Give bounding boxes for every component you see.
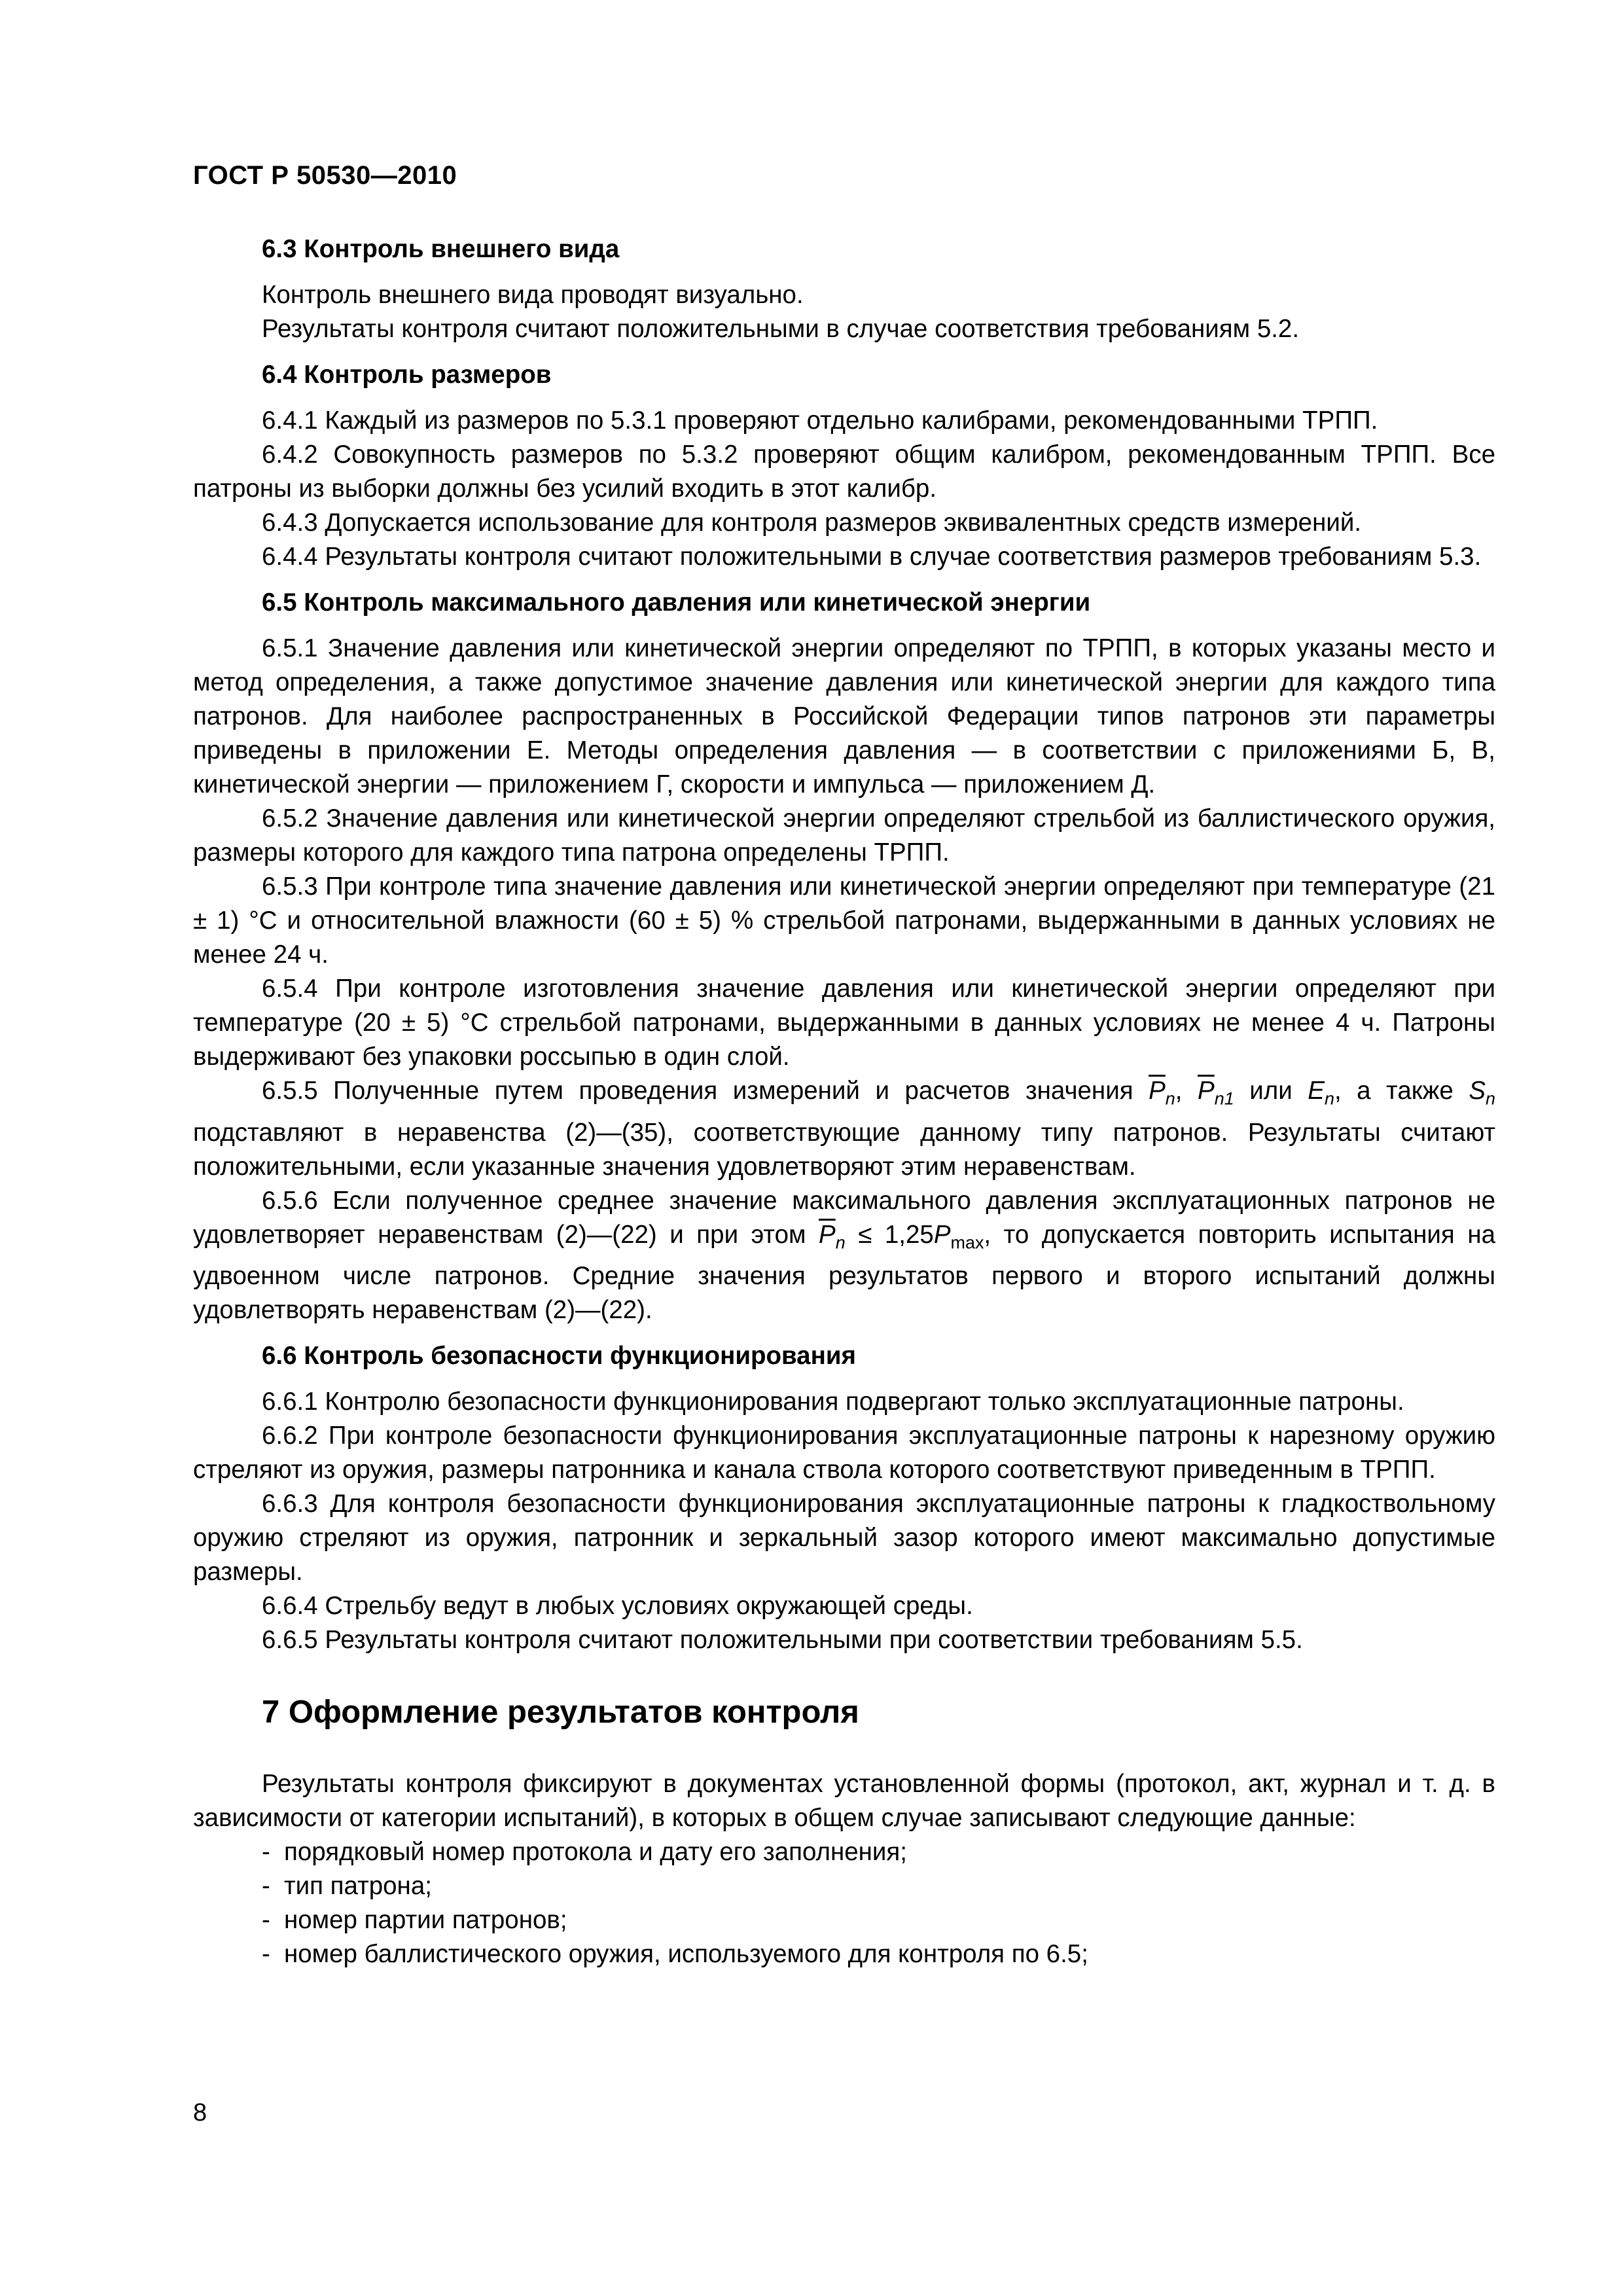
separator-2: или (1234, 1077, 1308, 1105)
subscript-n1: n1 (1214, 1088, 1234, 1109)
section-6-3-paragraph-1: Контроль внешнего вида проводят визуально. (262, 281, 804, 309)
dash-bullet: - (262, 1906, 270, 1935)
clause-6-5-2: 6.5.2 Значение давления или кинетической энергии определяют стрельбой из баллистического оружия, размеры которого для каждого типа патрона определены ТРПП. (193, 804, 1495, 867)
list-item-text: номер баллистического оружия, используемого для контроля по 6.5; (284, 1940, 1088, 1969)
subscript-n-2: n (835, 1232, 846, 1253)
clause-6-4-4: 6.4.4 Результаты контроля считают положительными в случае соответствия размеров требованиям 5.3. (262, 543, 1482, 571)
clause-6-4-3: 6.4.3 Допускается использование для контроля размеров эквивалентных средств измерений. (262, 509, 1362, 537)
clause-6-5-1: 6.5.1 Значение давления или кинетической энергии определяют по ТРПП, в которых указаны место и метод определения, а также допустимое значение давления или кинетической энергии для каждого типа патронов. Для наиболее распространенных в Российской Федерации типов патронов эти параметры приведены в приложении Е. Методы определения давления — в соответствии с приложениями Б, В, кинетической энергии — приложением Г, скорости и импульса — приложением Д. (193, 634, 1495, 798)
clause-6-6-1: 6.6.1 Контролю безопасности функционирования подвергают только эксплуатационные патроны. (262, 1388, 1404, 1416)
list-item (193, 1869, 1495, 1903)
inequality-text: ≤ 1,25 (845, 1220, 934, 1249)
clause-6-5-3: 6.5.3 При контроле типа значение давления или кинетической энергии определяют при температуре (21 ± 1) °С и относительной влажности (60 ± 5) % стрельбой патронами, выдержанными в данных условиях не менее 24 ч. (193, 872, 1495, 969)
list-item (193, 1835, 1495, 1869)
section-6-5-heading: 6.5 Контроль максимального давления или кинетической энергии (262, 588, 1091, 617)
clause-6-5-6-text-b: , то допускается повторить испытания на удвоенном числе патронов. Средние значения результатов первого и второго испытаний должны удовлетворять неравенствам (2)—(22). (193, 1220, 1495, 1325)
subscript-e-n: n (1324, 1088, 1334, 1109)
clause-6-5-5-text-b: подставляют в неравенства (2)—(35), соответствующие данному типу патронов. Результаты считают положительными, если указанные значения удовлетворяют этим неравенствам. (193, 1118, 1495, 1181)
clause-6-5-5 (193, 1074, 1495, 1184)
section-6-4-heading: 6.4 Контроль размеров (262, 361, 552, 389)
subscript-n: n (1165, 1088, 1175, 1109)
section-6-6-heading: 6.6 Контроль безопасности функционирования (262, 1342, 856, 1371)
document-body (193, 232, 1495, 1971)
list-item-text: тип патрона; (284, 1872, 432, 1901)
clause-6-5-4: 6.5.4 При контроле изготовления значение давления или кинетической энергии определяют при температуре (20 ± 5) °С стрельбой патронами, выдержанными в данных условиях не менее 4 ч. Патроны выдерживают без упаковки россыпью в один слой. (193, 975, 1495, 1071)
results-list (193, 1835, 1495, 1971)
clause-6-6-5: 6.6.5 Результаты контроля считают положительными при соответствии требованиям 5.5. (262, 1626, 1303, 1655)
clause-6-6-3: 6.6.3 Для контроля безопасности функционирования эксплуатационные патроны к гладкоствольному оружию стреляют из оружия, патронник и зеркальный зазор которого имеют максимально допустимые размеры. (193, 1490, 1495, 1587)
list-item (193, 1903, 1495, 1937)
dash-bullet: - (262, 1940, 270, 1969)
section-6-3-paragraph-2: Результаты контроля считают положительными в случае соответствия требованиям 5.2. (262, 315, 1300, 343)
subscript-s-n: n (1486, 1088, 1495, 1109)
clause-6-5-6 (193, 1184, 1495, 1328)
separator-3: , а также (1334, 1077, 1469, 1105)
section-7-intro: Результаты контроля фиксируют в документах установленной формы (протокол, акт, журнал и т. д. в зависимости от категории испытаний), в которых в общем случае записывают следующие данные: (193, 1770, 1495, 1833)
dash-bullet: - (262, 1838, 270, 1867)
clause-6-6-4: 6.6.4 Стрельбу ведут в любых условиях окружающей среды. (262, 1592, 973, 1621)
symbol-p-max: P (933, 1220, 951, 1249)
clause-6-4-1: 6.4.1 Каждый из размеров по 5.3.1 проверяют отдельно калибрами, рекомендованными ТРПП. (262, 406, 1378, 435)
symbol-p-bar-3: $\overline{P}$ (819, 1220, 836, 1249)
clause-6-5-5-text-a: 6.5.5 Полученные путем проведения измерений и расчетов значения (262, 1077, 1149, 1105)
subscript-max: max (950, 1232, 984, 1253)
symbol-s: S (1469, 1077, 1486, 1105)
section-7-heading: 7 Оформление результатов контроля (262, 1695, 859, 1731)
document-header: ГОСТ Р 50530—2010 (193, 161, 457, 190)
symbol-p-bar-2: $\overline{P}$ (1198, 1077, 1215, 1105)
dash-bullet: - (262, 1872, 270, 1901)
clause-6-5-6-text-a: 6.5.6 Если полученное среднее значение максимального давления эксплуатационных патронов не удовлетворяет неравенствам (2)—(22) и при этом (193, 1186, 1495, 1249)
section-6-3-heading: 6.3 Контроль внешнего вида (262, 235, 620, 263)
list-item-text: номер партии патронов; (284, 1906, 567, 1935)
page-number: 8 (193, 2099, 207, 2126)
list-item-text: порядковый номер протокола и дату его заполнения; (284, 1838, 907, 1867)
symbol-e: E (1308, 1077, 1325, 1105)
symbol-p-bar: $\overline{P}$ (1149, 1077, 1166, 1105)
list-item (193, 1937, 1495, 1971)
clause-6-6-2: 6.6.2 При контроле безопасности функционирования эксплуатационные патроны к нарезному оружию стреляют из оружия, размеры патронника и канала ствола которого соответствуют приведенным в ТРПП. (193, 1422, 1495, 1484)
separator-1: , (1175, 1077, 1198, 1105)
clause-6-4-2: 6.4.2 Совокупность размеров по 5.3.2 проверяют общим калибром, рекомендованным ТРПП. Все патроны из выборки должны без усилий входить в этот калибр. (193, 440, 1495, 503)
